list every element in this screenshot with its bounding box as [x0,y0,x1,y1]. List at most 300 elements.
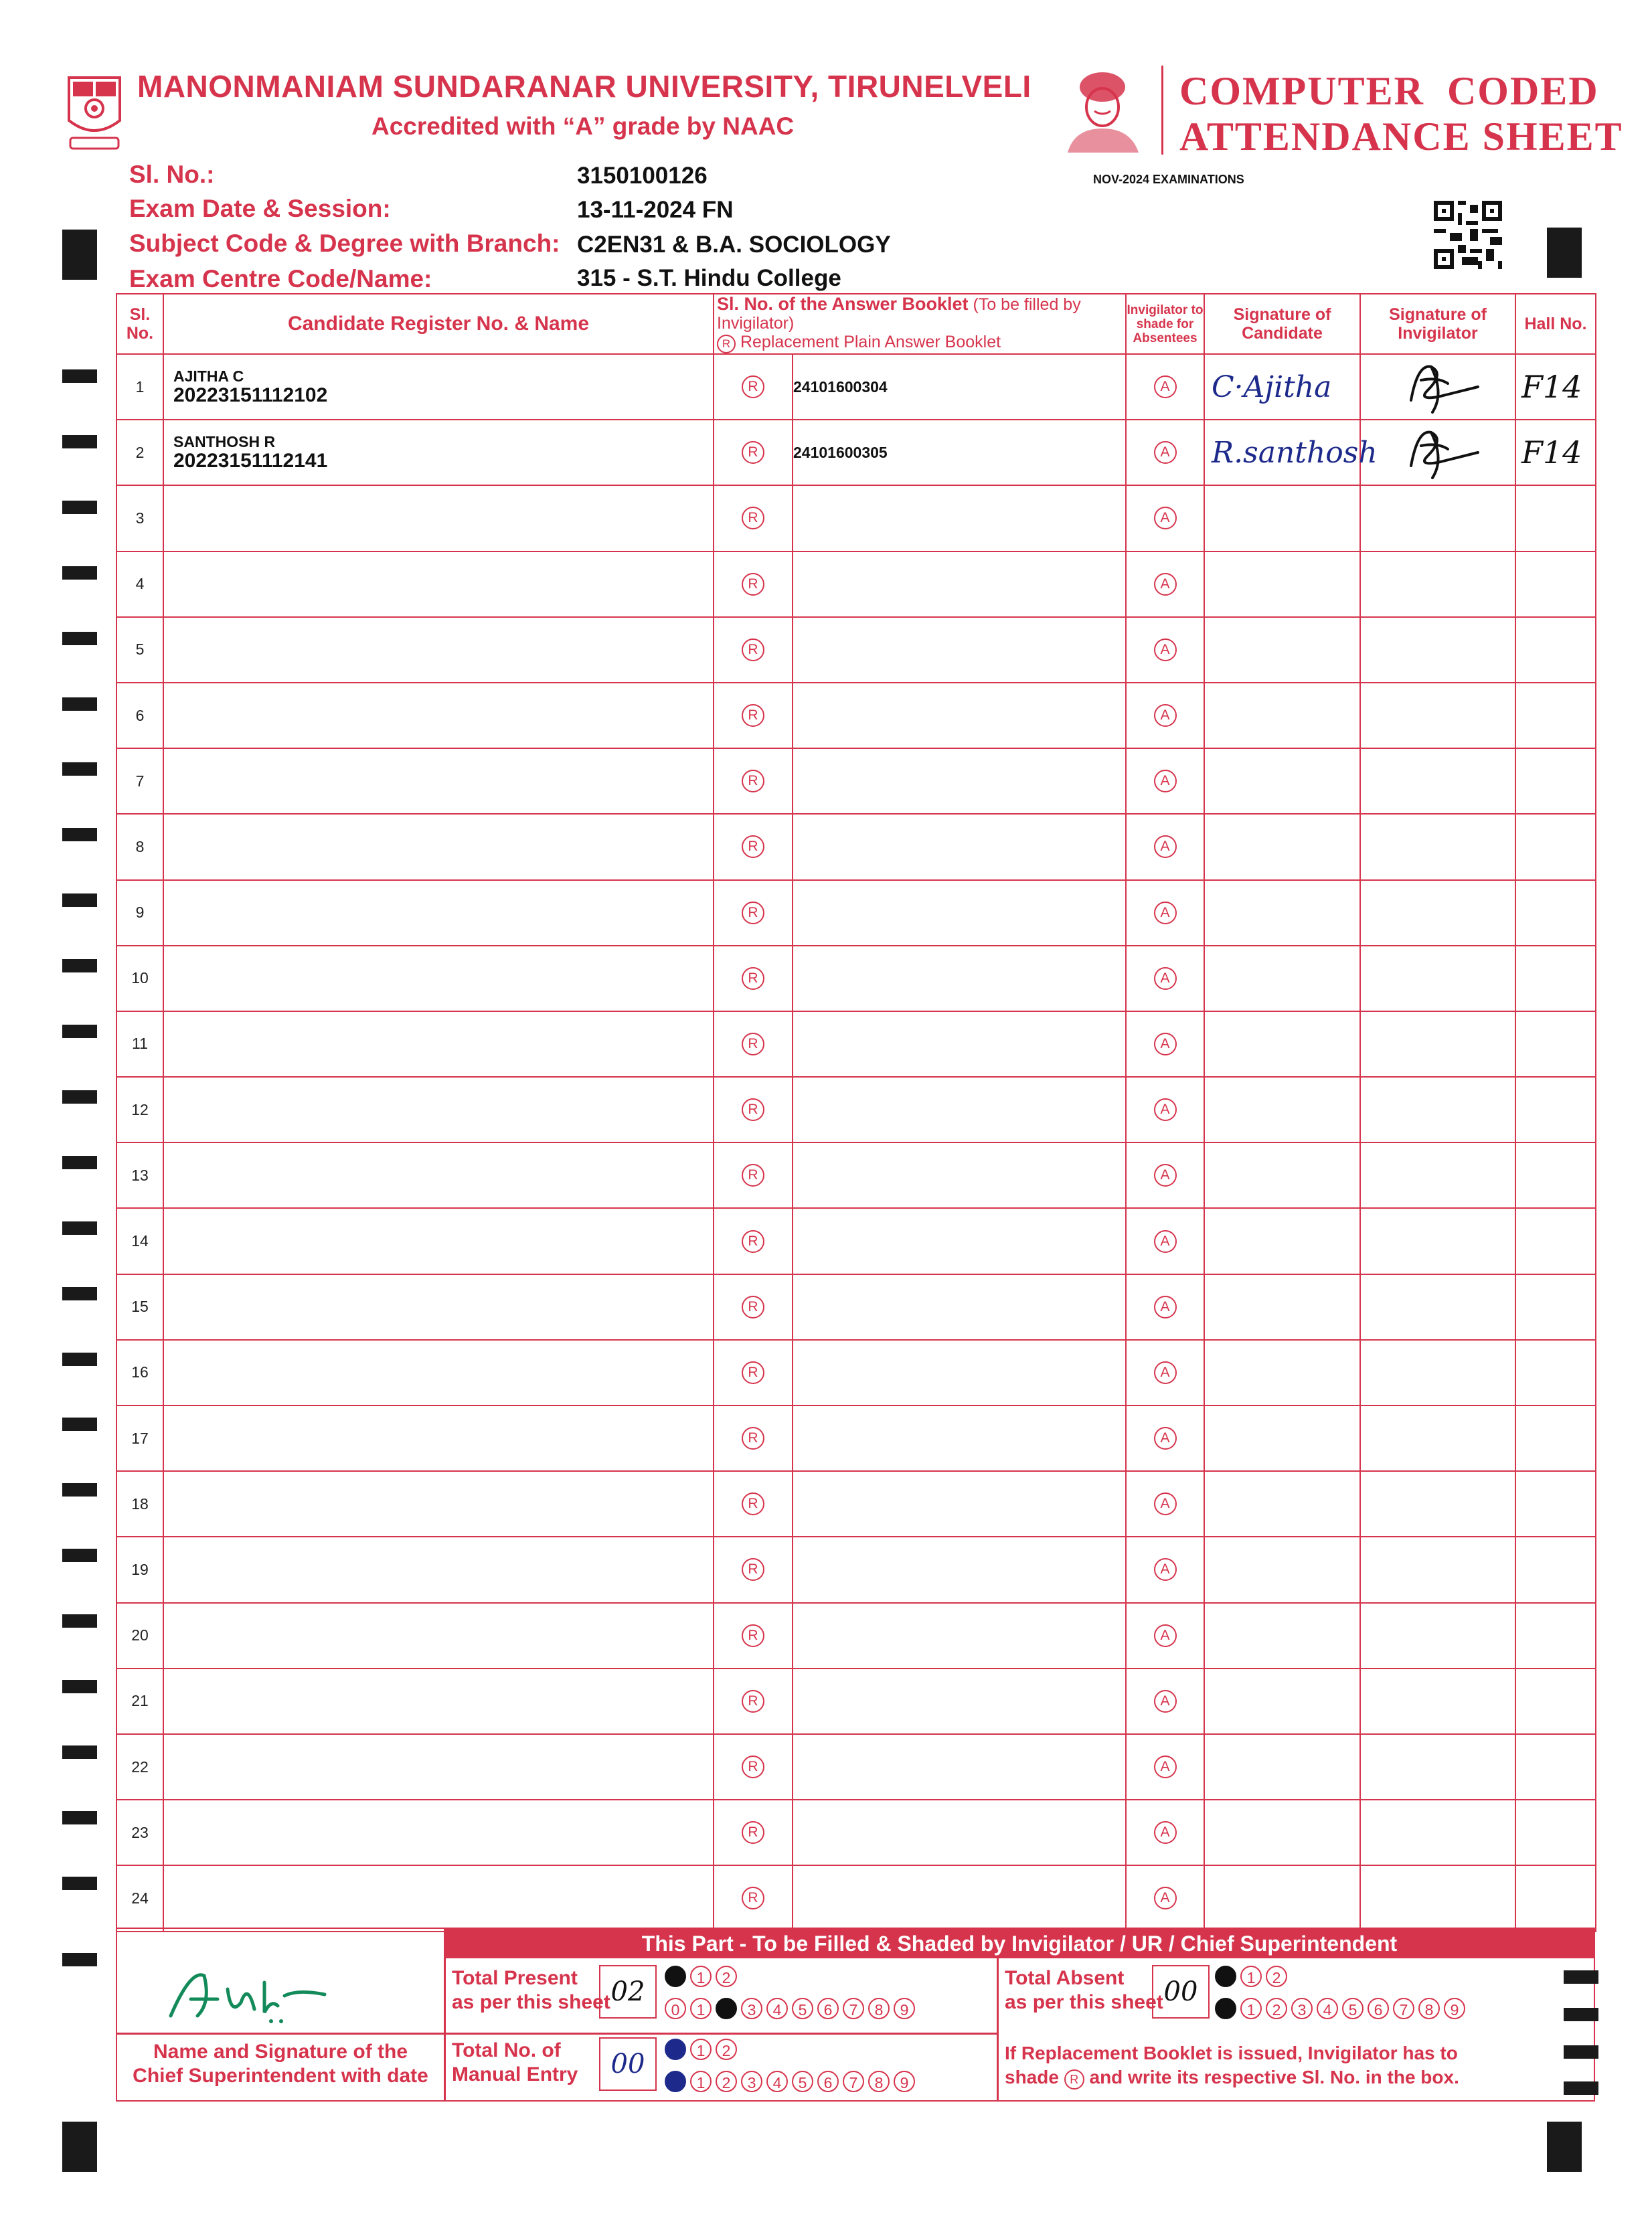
candidate-signature-cell[interactable] [1204,1011,1360,1077]
candidate-cell [163,880,714,946]
replacement-cell[interactable] [714,1011,793,1077]
invigilator-signature-cell[interactable] [1360,485,1515,551]
absentee-bubble[interactable]: A [1154,1230,1177,1253]
digit-bubble[interactable]: 1 [1240,1966,1262,1987]
invigilator-signature-cell[interactable] [1360,1800,1515,1865]
invigilator-signature-cell[interactable] [1360,1865,1515,1931]
digit-bubble[interactable]: 2 [1266,1998,1287,2019]
absentee-cell[interactable] [1126,1274,1204,1340]
absentee-cell[interactable] [1126,1603,1204,1669]
absentee-bubble[interactable]: A [1154,704,1177,727]
digit-bubble[interactable]: 8 [1418,1998,1440,2019]
candidate-signature-cell[interactable] [1204,485,1360,551]
replacement-cell[interactable] [714,683,793,748]
replacement-bubble[interactable]: R [742,1492,764,1515]
candidate-signature-cell[interactable] [1204,354,1360,420]
replacement-cell[interactable] [714,1208,793,1274]
absentee-bubble[interactable]: A [1154,1624,1177,1647]
timing-mark [62,1680,97,1693]
booklet-no-cell[interactable] [793,1208,1126,1274]
candidate-signature-cell[interactable] [1204,1800,1360,1865]
timing-mark [62,1811,97,1824]
booklet-no-cell[interactable] [793,1603,1126,1669]
candidate-signature-cell[interactable] [1204,814,1360,879]
candidate-signature-cell[interactable] [1204,1274,1360,1340]
table-row [116,617,1596,683]
absentee-cell[interactable] [1126,880,1204,946]
digit-bubble[interactable]: 7 [1393,1998,1414,2019]
replacement-bubble[interactable]: R [742,835,764,858]
hall-no-cell[interactable] [1515,354,1596,420]
row-sl-no: 8 [116,814,163,879]
digit-bubble[interactable]: 2 [1266,1966,1287,1987]
absentee-bubble[interactable]: A [1154,1164,1177,1187]
candidate-signature-cell[interactable] [1204,748,1360,814]
absentee-cell[interactable] [1126,683,1204,748]
invigilator-signature [1391,360,1485,414]
candidate-cell [163,1734,714,1800]
invigilator-signature-cell[interactable] [1360,420,1515,485]
hall-no-cell[interactable] [1515,1142,1596,1208]
digit-bubble[interactable]: 7 [843,1998,864,2019]
total-present-label: Total Present as per this sheet [452,1967,610,2013]
absentee-cell[interactable] [1126,814,1204,879]
digit-bubble[interactable]: 1 [690,1998,712,2019]
absentee-bubble[interactable]: A [1154,1427,1177,1450]
digit-bubble[interactable]: 4 [766,2071,788,2092]
replacement-bubble[interactable]: R [742,441,764,464]
replacement-bubble[interactable]: R [742,1624,764,1647]
row-sl-no: 23 [116,1800,163,1865]
replacement-bubble[interactable]: R [742,1690,764,1713]
table-row [116,1077,1596,1142]
invigilator-signature-cell[interactable] [1360,1142,1515,1208]
replacement-cell[interactable] [714,1471,793,1537]
candidate-signature-cell[interactable] [1204,1340,1360,1405]
replacement-cell[interactable] [714,420,793,485]
absentee-bubble[interactable]: A [1154,1558,1177,1581]
timing-mark [62,230,97,280]
portrait-emblem [1061,67,1145,154]
replacement-bubble[interactable]: R [742,1098,764,1121]
booklet-no-cell[interactable] [793,1340,1126,1405]
invigilator-signature-cell[interactable] [1360,1340,1515,1405]
absentee-bubble[interactable]: A [1154,770,1177,792]
row-sl-no: 22 [116,1734,163,1800]
absentee-cell[interactable] [1126,1734,1204,1800]
booklet-no-cell[interactable] [793,551,1126,617]
invigilator-signature-cell[interactable] [1360,880,1515,946]
candidate-cell [163,1274,714,1340]
invigilator-signature-cell[interactable] [1360,1669,1515,1734]
replacement-bubble[interactable]: R [742,1821,764,1844]
digit-bubble[interactable]: 4 [1317,1998,1338,2019]
booklet-no-cell[interactable] [793,880,1126,946]
invigilator-signature-cell[interactable] [1360,946,1515,1011]
digit-bubble[interactable]: 1 [690,1966,712,1987]
sl-no-value: 3150100126 [577,163,708,189]
replacement-cell[interactable] [714,1077,793,1142]
absentee-bubble[interactable]: A [1154,902,1177,924]
candidate-cell [163,1537,714,1602]
candidate-cell [163,814,714,879]
replacement-bubble[interactable]: R [742,1427,764,1450]
replacement-cell[interactable] [714,1340,793,1405]
present-tens-bubbles[interactable] [665,1966,737,1987]
row-sl-no: 13 [116,1142,163,1208]
replacement-cell[interactable] [714,617,793,683]
digit-bubble[interactable]: 2 [716,1966,737,1987]
booklet-no-cell[interactable] [793,1471,1126,1537]
absentee-cell[interactable] [1126,946,1204,1011]
booklet-no-cell[interactable] [793,1669,1126,1734]
hall-no-cell[interactable] [1515,1405,1596,1471]
replacement-bubble[interactable]: R [742,704,764,727]
hall-no-cell[interactable] [1515,485,1596,551]
replacement-cell[interactable] [714,880,793,946]
candidate-signature-cell[interactable] [1204,1537,1360,1602]
candidate-signature-cell[interactable] [1204,1208,1360,1274]
row-sl-no: 1 [116,354,163,420]
candidate-name: AJITHA C [173,367,244,386]
replacement-cell[interactable] [714,1800,793,1865]
hall-no-cell[interactable] [1515,1537,1596,1602]
booklet-no-cell[interactable] [793,1734,1126,1800]
absentee-bubble[interactable]: A [1154,835,1177,858]
table-row [116,1734,1596,1800]
booklet-no-cell[interactable] [793,485,1126,551]
candidate-signature-cell[interactable] [1204,683,1360,748]
digit-bubble[interactable]: 1 [690,2071,712,2092]
replacement-cell[interactable] [714,946,793,1011]
absentee-cell[interactable] [1126,354,1204,420]
hall-no-cell[interactable] [1515,946,1596,1011]
invigilator-signature-cell[interactable] [1360,1471,1515,1537]
hall-no-value: F14 [1521,434,1582,471]
digit-bubble[interactable]: 3 [741,2071,762,2092]
absentee-bubble[interactable]: A [1154,1492,1177,1515]
candidate-signature-cell[interactable] [1204,1405,1360,1471]
absentee-cell[interactable] [1126,748,1204,814]
subject-value: C2EN31 & B.A. SOCIOLOGY [577,232,891,258]
replacement-bubble[interactable]: R [742,770,764,792]
replacement-bubble[interactable]: R [742,638,764,661]
replacement-note: If Replacement Booklet is issued, Invigilator has to shade R and write its respective Sl. No. in the box. [1005,2041,1459,2089]
hall-no-cell[interactable] [1515,1669,1596,1734]
invigilator-signature-cell[interactable] [1360,814,1515,879]
candidate-signature-cell[interactable] [1204,1734,1360,1800]
absentee-cell[interactable] [1126,617,1204,683]
digit-bubble[interactable]: 0 [1215,1966,1236,1987]
booklet-no: 24101600304 [793,377,888,396]
digit-bubble[interactable]: 6 [1368,1998,1389,2019]
hall-no-cell[interactable] [1515,617,1596,683]
digit-bubble[interactable]: 5 [1342,1998,1364,2019]
candidate-cell [163,748,714,814]
booklet-no-cell[interactable] [793,946,1126,1011]
hall-no-cell[interactable] [1515,748,1596,814]
candidate-signature-cell[interactable] [1204,946,1360,1011]
absentee-bubble[interactable]: A [1154,1033,1177,1055]
hall-no-cell[interactable] [1515,1208,1596,1274]
table-row [116,1800,1596,1865]
table-row [116,354,1596,420]
candidate-signature-cell[interactable] [1204,880,1360,946]
digit-bubble[interactable]: 3 [741,1998,762,2019]
candidate-signature: C·Ajitha [1212,369,1332,404]
digit-bubble[interactable]: 4 [766,1998,788,2019]
candidate-cell [163,485,714,551]
table-row [116,485,1596,551]
candidate-signature-cell[interactable] [1204,1142,1360,1208]
row-sl-no: 19 [116,1537,163,1602]
replacement-bubble[interactable]: R [742,1361,764,1384]
invigilator-signature-cell[interactable] [1360,1274,1515,1340]
timing-mark [62,1287,97,1300]
invigilator-signature-cell[interactable] [1360,1537,1515,1602]
booklet-no-cell[interactable] [793,1274,1126,1340]
digit-bubble[interactable]: 1 [690,2039,712,2060]
replacement-cell[interactable] [714,814,793,879]
table-row [116,1669,1596,1734]
hall-no-cell[interactable] [1515,1865,1596,1931]
hall-no-cell[interactable] [1515,1274,1596,1340]
absentee-cell[interactable] [1126,1011,1204,1077]
row-sl-no: 5 [116,617,163,683]
booklet-replacement-label: Replacement Plain Answer Booklet [740,333,1001,351]
absentee-cell[interactable] [1126,485,1204,551]
absentee-cell[interactable] [1126,1865,1204,1931]
candidate-cell [163,1340,714,1405]
replacement-cell[interactable] [714,1734,793,1800]
candidate-signature-cell[interactable] [1204,551,1360,617]
absentee-bubble[interactable]: A [1154,967,1177,990]
hall-no-cell[interactable] [1515,1077,1596,1142]
hall-no-cell[interactable] [1515,1011,1596,1077]
hall-no-cell[interactable] [1515,1471,1596,1537]
col-candidate: Candidate Register No. & Name [163,294,714,354]
invigilator-signature-cell[interactable] [1360,1405,1515,1471]
replacement-bubble[interactable]: R [742,902,764,924]
booklet-no-cell[interactable] [793,814,1126,879]
absentee-bubble[interactable]: A [1154,507,1177,529]
absentee-bubble[interactable]: A [1154,1887,1177,1909]
absentee-cell[interactable] [1126,1800,1204,1865]
absentee-bubble[interactable]: A [1154,1098,1177,1121]
timing-mark [62,369,97,383]
replacement-bubble[interactable]: R [742,1756,764,1778]
digit-bubble[interactable]: 6 [817,1998,839,2019]
table-row [116,1274,1596,1340]
candidate-signature-cell[interactable] [1204,1471,1360,1537]
absentee-cell[interactable] [1126,1077,1204,1142]
hall-no-cell[interactable] [1515,1603,1596,1669]
replacement-bubble[interactable]: R [742,573,764,596]
timing-mark [62,1418,97,1431]
booklet-no-cell[interactable] [793,1865,1126,1931]
booklet-no-cell[interactable] [793,1011,1126,1077]
absentee-cell[interactable] [1126,1142,1204,1208]
timing-mark [62,959,97,972]
centre-label: Exam Centre Code/Name: [129,265,432,292]
col-hall-no: Hall No. [1515,294,1596,354]
timing-mark [62,1221,97,1235]
hall-no-cell[interactable] [1515,683,1596,748]
invigilator-signature-cell[interactable] [1360,551,1515,617]
booklet-no-cell[interactable] [793,1142,1126,1208]
replacement-cell[interactable] [714,1142,793,1208]
digit-bubble[interactable]: 0 [665,2071,686,2092]
candidate-signature-cell[interactable] [1204,420,1378,485]
attendance-table [116,293,1596,1932]
replacement-bubble[interactable]: R [742,507,764,529]
replacement-bubble[interactable]: R [742,1296,764,1318]
candidate-signature-cell[interactable] [1204,617,1360,683]
booklet-no-cell[interactable] [793,748,1126,814]
digit-bubble[interactable]: 9 [894,1998,915,2019]
total-absent-box[interactable]: 00 [1152,1965,1210,2019]
absentee-bubble[interactable]: A [1154,1690,1177,1713]
absentee-cell[interactable] [1126,420,1204,485]
absentee-cell[interactable] [1126,1537,1204,1602]
invigilator-signature-cell[interactable] [1360,354,1515,420]
booklet-no-cell[interactable] [793,354,1126,420]
table-row [116,1471,1596,1537]
replacement-bubble[interactable]: R [742,1033,764,1055]
replacement-cell[interactable] [714,1274,793,1340]
examinations-label: NOV-2024 EXAMINATIONS [1093,173,1244,186]
booklet-no-cell[interactable] [793,420,1126,485]
replacement-cell[interactable] [714,1405,793,1471]
digit-bubble[interactable]: 1 [1240,1998,1262,2019]
digit-bubble[interactable]: 0 [665,2039,686,2060]
booklet-no-cell[interactable] [793,1800,1126,1865]
replacement-cell[interactable] [714,1669,793,1734]
digit-bubble[interactable]: 3 [1291,1998,1313,2019]
digit-bubble[interactable]: 5 [792,2071,813,2092]
absentee-cell[interactable] [1126,1208,1204,1274]
digit-bubble[interactable]: 2 [716,2039,737,2060]
booklet-no-cell[interactable] [793,1405,1126,1471]
hall-no-cell[interactable] [1515,1340,1596,1405]
replacement-cell[interactable] [714,1603,793,1669]
replacement-cell[interactable] [714,354,793,420]
booklet-no-cell[interactable] [793,1537,1126,1602]
manual-entry-box[interactable]: 00 [599,2037,657,2091]
timing-mark [1547,2122,1582,2172]
digit-bubble[interactable]: 0 [665,1998,686,2019]
present-units-bubbles[interactable] [665,1998,915,2019]
hall-no-cell[interactable] [1515,551,1596,617]
hall-no-cell[interactable] [1515,1800,1596,1865]
absentee-cell[interactable] [1126,1471,1204,1537]
replacement-bubble[interactable]: R [742,1887,764,1909]
absentee-bubble[interactable]: A [1154,441,1177,464]
booklet-no-cell[interactable] [793,683,1126,748]
replacement-cell[interactable] [714,551,793,617]
candidate-signature-cell[interactable] [1204,1669,1360,1734]
hall-no-cell[interactable] [1515,814,1596,879]
absentee-cell[interactable] [1126,1405,1204,1471]
booklet-no-cell[interactable] [793,617,1126,683]
total-present-box[interactable]: 02 [599,1965,657,2019]
digit-bubble[interactable]: 0 [1215,1998,1236,2019]
absentee-cell[interactable] [1126,1340,1204,1405]
invigilator-signature-cell[interactable] [1360,1208,1515,1274]
absentee-bubble[interactable]: A [1154,1296,1177,1318]
replacement-bubble[interactable]: R [742,1164,764,1187]
candidate-cell [163,683,714,748]
digit-bubble[interactable]: 2 [716,2071,737,2092]
col-invigilator-shade: Invigilator to shade for Absentees [1126,294,1204,354]
absent-tens-bubbles[interactable] [1215,1966,1287,1987]
absentee-bubble[interactable]: A [1154,573,1177,596]
invigilator-signature-cell[interactable] [1360,1077,1515,1142]
col-sl-no: Sl. No. [116,294,163,354]
digit-bubble[interactable]: 8 [868,1998,890,2019]
absentee-cell[interactable] [1126,551,1204,617]
absentee-bubble[interactable]: A [1154,375,1177,398]
digit-bubble[interactable]: 8 [868,2071,890,2092]
timing-mark [62,1025,97,1038]
invigilator-signature-cell[interactable] [1360,617,1515,683]
replacement-note-bubble: R [1064,2069,1084,2089]
digit-bubble[interactable]: 7 [843,2071,864,2092]
manual-units-bubbles[interactable] [665,2071,915,2092]
booklet-no-cell[interactable] [793,1077,1126,1142]
absentee-bubble[interactable]: A [1154,1756,1177,1778]
replacement-cell[interactable] [714,748,793,814]
exam-date-value: 13-11-2024 FN [577,197,734,223]
candidate-signature-cell[interactable] [1204,1077,1360,1142]
replacement-cell[interactable] [714,1537,793,1602]
digit-bubble[interactable]: 5 [792,1998,813,2019]
absent-units-bubbles[interactable] [1215,1998,1465,2019]
replacement-cell[interactable] [714,1865,793,1931]
replacement-bubble[interactable]: R [742,1558,764,1581]
replacement-bubble[interactable]: R [742,375,764,398]
manual-tens-bubbles[interactable] [665,2039,737,2060]
candidate-signature-cell[interactable] [1204,1603,1360,1669]
invigilator-signature-cell[interactable] [1360,683,1515,748]
absentee-cell[interactable] [1126,1669,1204,1734]
absentee-bubble[interactable]: A [1154,1361,1177,1384]
hall-no-cell[interactable] [1515,1734,1596,1800]
candidate-name: SANTHOSH R [173,433,276,451]
replacement-cell[interactable] [714,485,793,551]
candidate-cell [163,1603,714,1669]
candidate-signature-cell[interactable] [1204,1865,1360,1931]
timing-mark [62,893,97,907]
replacement-bubble[interactable]: R [742,967,764,990]
digit-bubble[interactable]: 2 [716,1998,737,2019]
invigilator-signature-cell[interactable] [1360,1603,1515,1669]
hall-no-cell[interactable] [1515,420,1596,485]
invigilator-signature [1391,426,1485,479]
replacement-bubble[interactable]: R [742,1230,764,1253]
absentee-bubble[interactable]: A [1154,1821,1177,1844]
booklet-main-label: Sl. No. of the Answer Booklet [717,294,969,314]
digit-bubble[interactable]: 9 [894,2071,915,2092]
invigilator-signature-cell[interactable] [1360,748,1515,814]
digit-bubble[interactable]: 9 [1444,1998,1465,2019]
absentee-bubble[interactable]: A [1154,638,1177,661]
invigilator-signature-cell[interactable] [1360,1734,1515,1800]
hall-no-cell[interactable] [1515,880,1596,946]
digit-bubble[interactable]: 6 [817,2071,839,2092]
invigilator-signature-cell[interactable] [1360,1011,1515,1077]
digit-bubble[interactable]: 0 [665,1966,686,1987]
